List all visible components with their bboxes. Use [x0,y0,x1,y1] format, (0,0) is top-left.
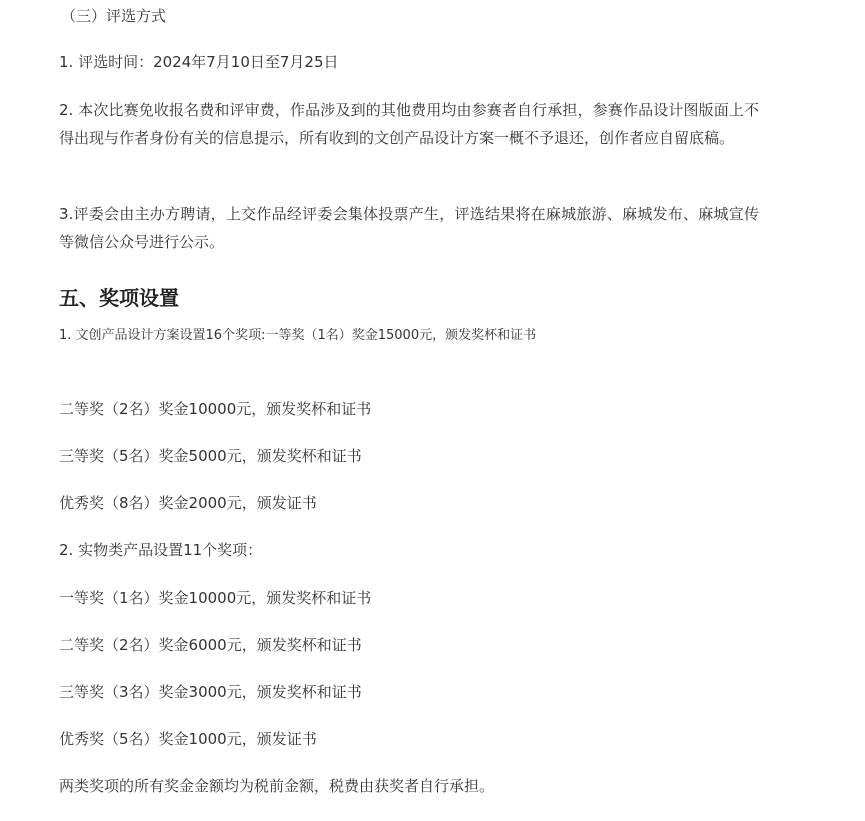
physical-award-second-prize: 二等奖（2名）奖金6000元，颁发奖杯和证书 [59,636,362,654]
design-award-excellence-prize: 优秀奖（8名）奖金2000元，颁发证书 [59,494,317,512]
section-subtitle-evaluation-method: （三）评选方式 [61,7,167,25]
physical-award-third-prize: 三等奖（3名）奖金3000元，颁发奖杯和证书 [59,683,362,701]
physical-award-excellence-prize: 优秀奖（5名）奖金1000元，颁发证书 [59,730,317,748]
tax-note: 两类奖项的所有奖金金额均为税前金额，税费由获奖者自行承担。 [59,777,495,795]
physical-award-first-prize: 一等奖（1名）奖金10000元，颁发奖杯和证书 [59,589,372,607]
evaluation-fee-item: 2. 本次比赛免收报名费和评审费，作品涉及到的其他费用均由参赛者自行承担，参赛作品设计图版面上不得出现与作者身份有关的信息提示，所有收到的文创产品设计方案一概不予退还，创作者应自留底稿。 [59,101,759,147]
design-award-second-prize: 二等奖（2名）奖金10000元，颁发奖杯和证书 [59,400,372,418]
design-award-third-prize: 三等奖（5名）奖金5000元，颁发奖杯和证书 [59,447,362,465]
design-awards-intro: 1. 文创产品设计方案设置16个奖项:一等奖（1名）奖金15000元，颁发奖杯和证书 [59,328,537,343]
evaluation-committee-item: 3.评委会由主办方聘请，上交作品经评委会集体投票产生，评选结果将在麻城旅游、麻城发布、麻城宣传等微信公众号进行公示。 [59,205,759,251]
evaluation-time-item: 1. 评选时间：2024年7月10日至7月25日 [59,53,339,71]
physical-awards-intro: 2. 实物类产品设置11个奖项： [59,541,263,559]
awards-section-heading: 五、奖项设置 [59,286,179,310]
